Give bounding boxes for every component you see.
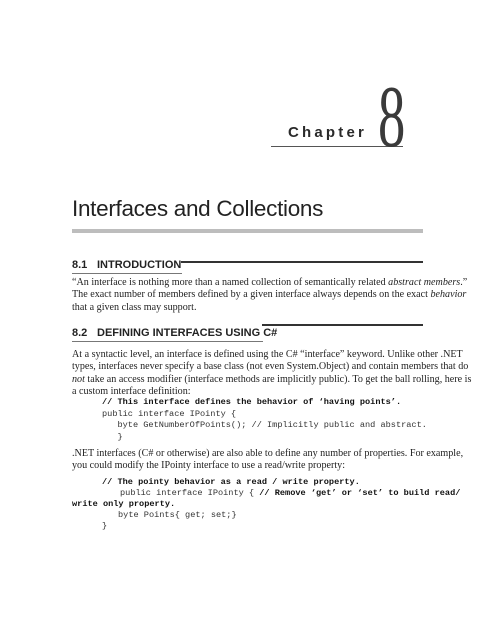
paragraph-line: types, interfaces never specify a base class (not even System.Object) and contain members that do bbox=[72, 361, 469, 373]
section-underline bbox=[72, 273, 182, 274]
chapter-number: 8 bbox=[378, 69, 406, 166]
section-underline bbox=[72, 341, 263, 342]
paragraph-line: The exact number of members defined by a given interface always depends on the exact behavior bbox=[72, 289, 467, 301]
code-comment-text: // Remove ‘get’ or ‘set’ to build read/ bbox=[259, 488, 461, 498]
code-comment-text: // The pointy behavior as a read / write property. bbox=[102, 477, 360, 487]
code-line bbox=[120, 488, 460, 500]
code-line: } bbox=[102, 521, 108, 531]
paragraph-line: a custom interface definition: bbox=[72, 386, 191, 398]
code-line: byte GetNumberOfPoints(); // Implicitly public and abstract. bbox=[102, 420, 427, 430]
code-line: byte Points{ get; set;} bbox=[118, 510, 237, 520]
section-number: 8.2 bbox=[72, 327, 88, 339]
paragraph-line: that a given class may support. bbox=[72, 301, 197, 313]
code-comment: // This interface defines the behavior of ‘having points’. bbox=[102, 397, 402, 407]
code-line bbox=[72, 499, 175, 511]
properties-paragraph bbox=[72, 448, 464, 473]
title-rule bbox=[72, 229, 423, 233]
section-number: 8.1 bbox=[72, 259, 88, 271]
section-rule bbox=[262, 324, 423, 326]
paragraph-line: not take an access modifier (interface methods are implicitly public). To get the ball rolling, here is bbox=[72, 373, 472, 385]
defining-paragraph bbox=[72, 349, 472, 399]
chapter-title: Interfaces and Collections bbox=[72, 196, 324, 221]
section-title: DEFINING INTERFACES USING C# bbox=[97, 327, 278, 339]
section-heading-defining-interfaces bbox=[72, 327, 277, 339]
paragraph-line: .NET interfaces (C# or otherwise) are also able to define any number of properties. For example, bbox=[72, 448, 464, 459]
section-title: INTRODUCTION bbox=[97, 259, 182, 271]
section-heading-introduction bbox=[72, 259, 181, 271]
code-comment bbox=[102, 477, 360, 489]
code-line: public interface IPointy { bbox=[102, 408, 237, 419]
paragraph-line: At a syntactic level, an interface is defined using the C# “interface” keyword. Unlike other .NET bbox=[72, 349, 463, 360]
code-text: public interface IPointy { bbox=[120, 488, 255, 498]
chapter-label: Chapter bbox=[288, 124, 368, 141]
paragraph-line: you could modify the IPointy interface to use a read/write property: bbox=[72, 460, 346, 472]
code-line: } bbox=[102, 431, 123, 442]
code-block bbox=[102, 397, 427, 443]
section-rule bbox=[181, 261, 423, 263]
intro-paragraph bbox=[72, 277, 468, 314]
code-comment-text: write only property. bbox=[72, 499, 176, 509]
paragraph-line: “An interface is nothing more than a named collection of semantically related abstract members.” bbox=[72, 277, 468, 288]
